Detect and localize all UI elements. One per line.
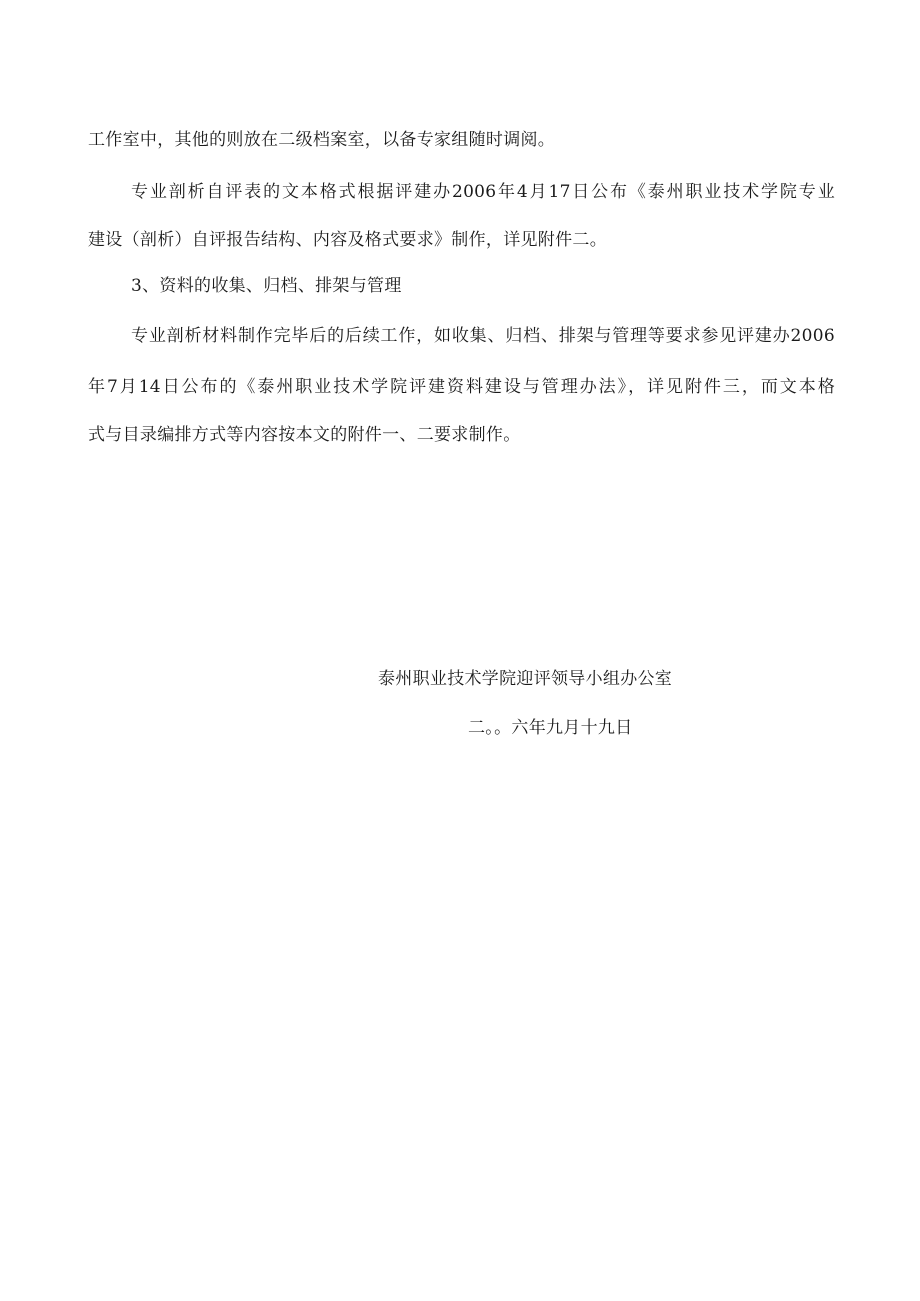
- date-text: 二。。六年九月十九日: [468, 718, 633, 738]
- text-line: 专业剖析自评表的文本格式根据评建办2006年4月17日公布《泰州职业技术学院专业: [131, 182, 835, 202]
- text-line: 式与目录编排方式等内容按本文的附件一、二要求制作。: [88, 425, 521, 445]
- paragraph-line: [88, 423, 521, 447]
- paragraph-line: [131, 324, 835, 348]
- text-line: 建设（剖析）自评报告结构、内容及格式要求》制作，详见附件二。: [88, 230, 607, 250]
- heading-text: 3、资料的收集、归档、排架与管理: [131, 276, 402, 296]
- paragraph-continuation: [88, 128, 555, 152]
- signature-date: [468, 716, 633, 740]
- text-line: 工作室中，其他的则放在二级档案室，以备专家组随时调阅。: [88, 130, 556, 150]
- text-line: 年7月14日公布的《泰州职业技术学院评建资料建设与管理办法》，详见附件三，而文本格: [88, 377, 835, 397]
- paragraph-line: [88, 228, 607, 252]
- signature-organization: [378, 667, 672, 691]
- section-heading: [131, 274, 402, 298]
- text-line: 专业剖析材料制作完毕后的后续工作，如收集、归档、排架与管理等要求参见评建办2006: [131, 326, 835, 346]
- paragraph-line: [88, 375, 835, 399]
- organization-name: 泰州职业技术学院迎评领导小组办公室: [378, 669, 673, 689]
- paragraph-line: [131, 180, 835, 204]
